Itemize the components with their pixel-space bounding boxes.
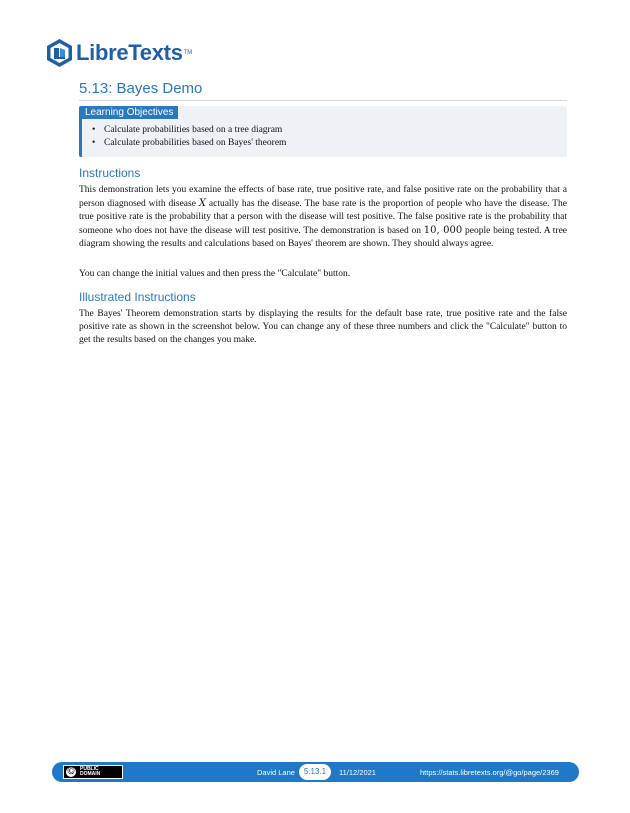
- illustrated-instructions-heading: Illustrated Instructions: [79, 290, 196, 304]
- footer-url-link[interactable]: https://stats.libretexts.org/@go/page/2369: [420, 768, 559, 777]
- footer-page-number: 5.13.1: [299, 764, 331, 780]
- list-item: • Calculate probabilities based on a tree diagram: [102, 124, 286, 137]
- libretexts-logo[interactable]: [46, 38, 192, 68]
- public-domain-icon: Ⓒ: [67, 768, 75, 775]
- instructions-heading: Instructions: [79, 166, 141, 180]
- instructions-paragraph: [79, 184, 567, 251]
- illustrated-instructions-paragraph: The Bayes' Theorem demonstration starts by displaying the results for the default base rate, true positive rate and the false positive rate as shown in the screenshot below. You can change any of these three numbers and click the "Calculate" button to get the results based on the changes you make.: [79, 309, 567, 345]
- learning-objectives-box: [79, 106, 567, 157]
- page-title: 5.13: Bayes Demo: [79, 80, 203, 97]
- license-line-2: DOMAIN: [80, 771, 101, 777]
- footer-date: 11/12/2021: [339, 768, 376, 777]
- list-item: • Calculate probabilities based on Bayes' theorem: [102, 137, 286, 150]
- libretexts-logo-icon: [46, 38, 73, 68]
- learning-objectives-label: Learning Objectives: [82, 106, 178, 119]
- public-domain-badge[interactable]: [63, 765, 123, 779]
- logo-wordmark: LibreTexts: [76, 40, 183, 65]
- instructions-text-1: This demonstration lets you examine the effects of base rate, true positive rate, and false positive rate on the probability that a person diagnosed with disease: [79, 185, 567, 209]
- instructions-text-2: actually has the disease. The base rate is the proportion of people who have the disease. The true positive rate is the probability that a person with the disease will test positive. The false positive rate is the probability that someone who does not have the disease will test positive. The demonstration is based on: [79, 199, 568, 236]
- license-line-1: PUBLIC: [80, 765, 99, 772]
- sample-size-number: 10, 000: [423, 225, 463, 236]
- instructions-text-3: people being tested. A tree diagram showing the results and calculations based on Bayes' theorem are shown. They should always agree.: [79, 226, 568, 249]
- logo-trademark: TM: [183, 50, 193, 56]
- footer-author: David Lane: [257, 768, 295, 777]
- title-divider: [79, 100, 567, 101]
- license-text: [80, 767, 100, 778]
- disease-variable: X: [198, 198, 206, 209]
- page-footer: [52, 762, 579, 782]
- calculate-instructions-paragraph: You can change the initial values and then press the "Calculate" button.: [79, 269, 351, 279]
- learning-objectives-list: [102, 124, 286, 150]
